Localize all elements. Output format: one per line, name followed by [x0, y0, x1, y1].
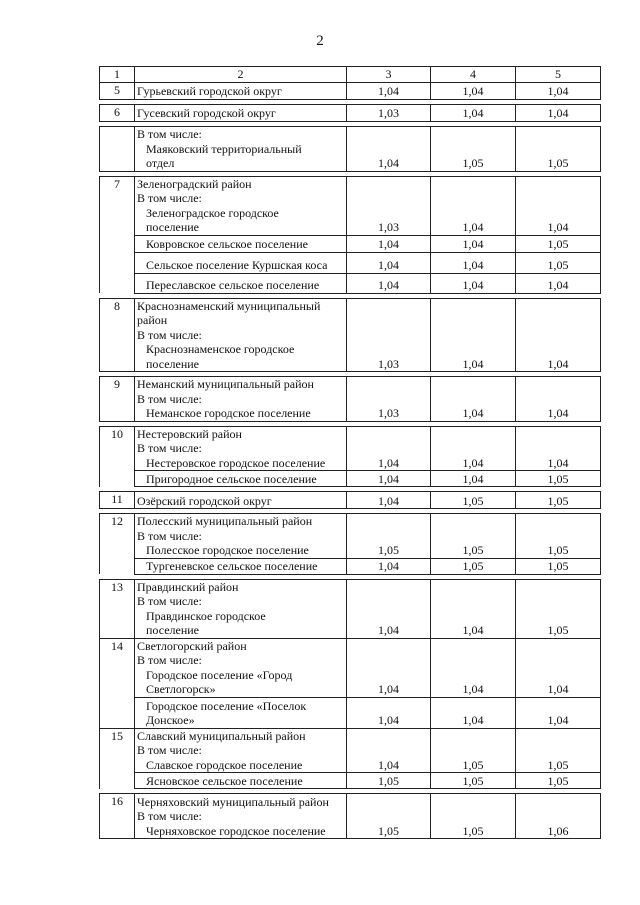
coefficients-table [99, 66, 601, 839]
coefficient-col-4: 1,04 [431, 377, 516, 422]
coefficient-col-4: 1,05 [431, 558, 516, 574]
table-row [100, 426, 601, 471]
territory-name [135, 638, 347, 697]
name-line: Гусевский городской округ [137, 106, 276, 120]
coefficient-col-3: 1,03 [347, 104, 431, 121]
coefficient-col-4: 1,04 [431, 82, 516, 99]
page-number: 2 [316, 33, 324, 49]
coefficient-col-4: 1,04 [431, 104, 516, 121]
territory-name [135, 697, 347, 728]
name-line: Светлогорский район [137, 638, 247, 653]
coefficient-col-5: 1,04 [516, 104, 601, 121]
name-line: Ясновское сельское поселение [146, 773, 303, 788]
coefficient-col-4: 1,04 [431, 273, 516, 293]
coefficient-col-5: 1,06 [516, 794, 601, 839]
territory-name [135, 492, 347, 509]
coefficient-col-4: 1,04 [431, 471, 516, 487]
coefficient-col-3: 1,04 [347, 558, 431, 574]
name-line: Ковровское сельское поселение [146, 237, 308, 251]
name-line: В том числе: [137, 391, 202, 406]
table-row [100, 273, 601, 293]
coefficient-col-5: 1,04 [516, 298, 601, 372]
table-header-row [100, 67, 601, 83]
territory-name [135, 426, 347, 471]
row-number [100, 273, 135, 293]
territory-name [135, 773, 347, 789]
row-number [100, 697, 135, 728]
coefficient-col-5: 1,05 [516, 728, 601, 773]
coefficient-col-5: 1,04 [516, 377, 601, 422]
name-line: Зеленоградский район [137, 176, 252, 191]
territory-name [135, 514, 347, 559]
coefficient-col-4: 1,05 [431, 126, 516, 171]
name-line: Переславское сельское поселение [146, 278, 320, 292]
coefficient-col-3: 1,04 [347, 492, 431, 509]
coefficient-col-3: 1,03 [347, 298, 431, 372]
coefficient-col-3: 1,04 [347, 471, 431, 487]
name-line: Пригородное сельское поселение [146, 471, 317, 486]
name-line: Городское поселение «Город [146, 667, 293, 682]
table-row [100, 104, 601, 121]
coefficient-col-3: 1,04 [347, 426, 431, 471]
territory-name [135, 298, 347, 372]
row-number [100, 235, 135, 252]
row-number: 8 [100, 298, 135, 372]
coefficient-col-5: 1,05 [516, 235, 601, 252]
row-number: 12 [100, 514, 135, 559]
coefficient-col-4: 1,04 [431, 426, 516, 471]
coefficient-col-4: 1,04 [431, 697, 516, 728]
row-number [100, 126, 135, 171]
coefficient-col-4: 1,05 [431, 492, 516, 509]
coefficient-col-5: 1,04 [516, 426, 601, 471]
row-number [100, 471, 135, 487]
coefficient-col-5: 1,04 [516, 638, 601, 697]
header-cell-5: 5 [516, 67, 601, 83]
coefficient-col-3: 1,04 [347, 728, 431, 773]
coefficient-col-3: 1,04 [347, 697, 431, 728]
table-row [100, 728, 601, 773]
coefficient-col-5: 1,05 [516, 252, 601, 273]
territory-name [135, 235, 347, 252]
name-line: Краснознаменский муниципальный [137, 298, 321, 313]
name-line: В том числе: [137, 743, 202, 757]
table-row [100, 126, 601, 171]
coefficient-col-3: 1,03 [347, 377, 431, 422]
row-number: 10 [100, 426, 135, 471]
coefficient-col-4: 1,04 [431, 176, 516, 235]
coefficient-col-3: 1,03 [347, 176, 431, 235]
coefficient-col-5: 1,04 [516, 176, 601, 235]
name-line: В том числе: [137, 594, 202, 608]
territory-name [135, 273, 347, 293]
territory-name [135, 794, 347, 839]
table-row [100, 252, 601, 273]
coefficient-col-3: 1,04 [347, 273, 431, 293]
territory-name [135, 471, 347, 487]
name-line: поселение [146, 356, 200, 371]
table-row [100, 82, 601, 99]
table-row [100, 579, 601, 638]
table-row [100, 558, 601, 574]
row-number: 6 [100, 104, 135, 121]
table-row [100, 514, 601, 559]
coefficient-col-4: 1,05 [431, 514, 516, 559]
territory-name [135, 728, 347, 773]
coefficient-col-3: 1,05 [347, 514, 431, 559]
territory-name [135, 558, 347, 574]
name-line: Славский муниципальный район [137, 728, 306, 743]
coefficient-col-5: 1,04 [516, 697, 601, 728]
coefficient-col-3: 1,04 [347, 638, 431, 697]
coefficient-col-5: 1,05 [516, 471, 601, 487]
name-line: Светлогорск» [146, 682, 216, 696]
territory-name [135, 252, 347, 273]
coefficient-col-5: 1,05 [516, 492, 601, 509]
row-number: 7 [100, 176, 135, 235]
coefficient-col-4: 1,05 [431, 728, 516, 773]
coefficient-col-3: 1,04 [347, 235, 431, 252]
name-line: Озёрский городской округ [137, 493, 272, 508]
coefficient-col-5: 1,05 [516, 773, 601, 789]
coefficient-col-3: 1,04 [347, 126, 431, 171]
row-number [100, 252, 135, 273]
coefficient-col-5: 1,04 [516, 82, 601, 99]
name-line: Нестеровский район [137, 426, 242, 441]
row-number [100, 558, 135, 574]
table-row [100, 471, 601, 487]
name-line: В том числе: [137, 653, 202, 667]
name-line: поселение [146, 623, 200, 637]
row-number: 11 [100, 492, 135, 509]
coefficient-col-5: 1,05 [516, 558, 601, 574]
table-row [100, 638, 601, 697]
name-line: поселение [146, 220, 200, 234]
name-line: Зеленоградское городское [146, 205, 279, 220]
coefficient-col-4: 1,04 [431, 252, 516, 273]
row-number: 5 [100, 82, 135, 99]
name-line: Черняховский муниципальный район [137, 794, 329, 809]
name-line: Полесское городское поселение [146, 543, 309, 557]
table-row [100, 773, 601, 789]
coefficient-col-4: 1,04 [431, 638, 516, 697]
name-line: Сельское поселение Куршская коса [146, 258, 328, 272]
coefficient-col-4: 1,04 [431, 298, 516, 372]
table-row [100, 298, 601, 372]
table-row [100, 492, 601, 509]
header-cell-3: 3 [347, 67, 431, 83]
row-number: 15 [100, 728, 135, 773]
coefficient-col-4: 1,05 [431, 773, 516, 789]
table-row [100, 697, 601, 728]
name-line: Правдинский район [137, 579, 239, 594]
coefficient-col-5: 1,05 [516, 126, 601, 171]
table-row [100, 235, 601, 252]
coefficient-col-4: 1,04 [431, 235, 516, 252]
name-line: В том числе: [137, 528, 202, 543]
table-row [100, 794, 601, 839]
name-line: Черняховское городское поселение [146, 823, 326, 838]
name-line: Городское поселение «Поселок [146, 698, 307, 713]
coefficient-col-3: 1,05 [347, 794, 431, 839]
name-line: В том числе: [137, 327, 202, 342]
row-number: 16 [100, 794, 135, 839]
header-cell-4: 4 [431, 67, 516, 83]
coefficient-col-3: 1,05 [347, 773, 431, 789]
name-line: Нестеровское городское поселение [146, 455, 326, 470]
territory-name [135, 126, 347, 171]
row-number [100, 773, 135, 789]
header-cell-1: 1 [100, 67, 135, 83]
name-line: Полесский муниципальный район [137, 514, 313, 528]
territory-name [135, 82, 347, 99]
header-cell-2: 2 [135, 67, 347, 83]
name-line: Неманский муниципальный район [137, 377, 314, 391]
coefficient-col-4: 1,05 [431, 794, 516, 839]
coefficient-col-3: 1,04 [347, 252, 431, 273]
territory-name [135, 377, 347, 422]
coefficient-col-5: 1,05 [516, 514, 601, 559]
coefficient-col-4: 1,04 [431, 579, 516, 638]
table-row [100, 377, 601, 422]
coefficient-col-3: 1,04 [347, 579, 431, 638]
name-line: В том числе: [137, 191, 202, 205]
name-line: отдел [146, 156, 175, 170]
territory-name [135, 579, 347, 638]
name-line: Донское» [146, 713, 195, 727]
name-line: Славское городское поселение [146, 757, 303, 772]
name-line: В том числе: [137, 441, 202, 455]
row-number: 9 [100, 377, 135, 422]
name-line: В том числе: [137, 809, 202, 823]
name-line: В том числе: [137, 127, 202, 141]
row-number: 14 [100, 638, 135, 697]
name-line: Краснознаменское городское [146, 342, 295, 356]
name-line: район [137, 313, 168, 327]
name-line: Правдинское городское [146, 608, 266, 623]
name-line: Гурьевский городской округ [137, 84, 282, 98]
name-line: Неманское городское поселение [146, 406, 311, 420]
territory-name [135, 176, 347, 235]
table-row [100, 176, 601, 235]
territory-name [135, 104, 347, 121]
name-line: Маяковский территориальный [146, 141, 302, 156]
row-number: 13 [100, 579, 135, 638]
coefficient-col-5: 1,05 [516, 579, 601, 638]
name-line: Тургеневское сельское поселение [146, 559, 318, 573]
coefficient-col-3: 1,04 [347, 82, 431, 99]
coefficient-col-5: 1,04 [516, 273, 601, 293]
